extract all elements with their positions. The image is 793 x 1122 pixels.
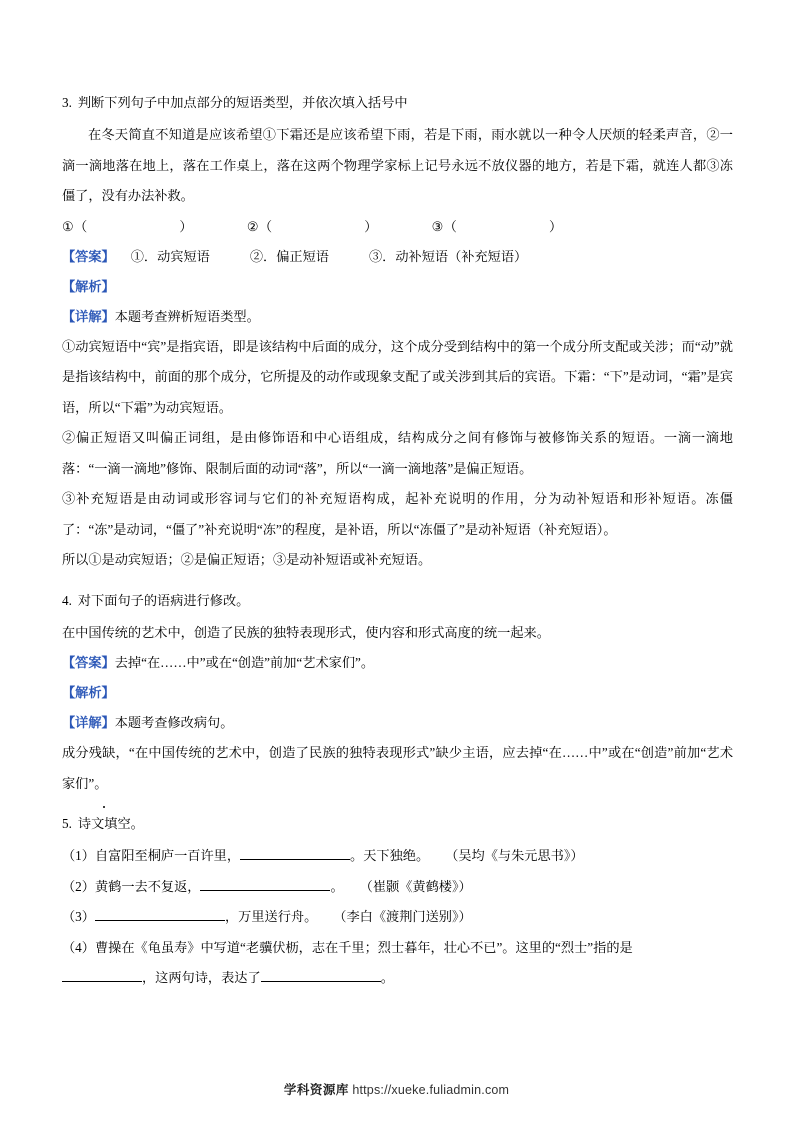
question-4-prompt — [62, 586, 733, 616]
item-after: 。 — [330, 878, 344, 894]
question-3-conclusion: 所以①是动宾短语；②是偏正短语；③是动补短语或补充短语。 — [62, 552, 432, 567]
answer-label: 【答案】 — [62, 248, 115, 264]
question-5-item-1 — [62, 841, 733, 872]
question-4-answer — [62, 648, 733, 678]
question-3-prompt-text: 判断下列句子中加点部分的短语类型，并依次填入括号中 — [77, 95, 408, 110]
blank-mark-2-open: ②（ — [246, 218, 273, 234]
question-4 — [62, 586, 733, 800]
answer-item-1: ①．动宾短语 — [130, 248, 210, 264]
fill-blank[interactable] — [95, 907, 225, 921]
question-5-item-4-line2 — [62, 963, 733, 994]
question-3-explain-2: ②偏正短语又叫偏正词组，是由修饰语和中心语组成，结构成分之间有修饰与被修饰关系的短语。一滴一滴地落：“一滴一滴地”修饰、限制后面的动词“落”，所以“一滴一滴地落”是偏正短语。 — [62, 430, 733, 476]
fill-blank[interactable] — [240, 846, 350, 860]
item-after-a: ，这两句诗，表达了 — [142, 970, 261, 985]
item-after: ，万里送行舟。 — [224, 909, 318, 924]
fill-blank[interactable] — [200, 877, 330, 891]
item-marker: （1） — [62, 848, 95, 863]
question-3-analysis-label-row — [62, 272, 733, 302]
question-4-analysis-label-row — [62, 678, 733, 708]
question-4-detail-row — [62, 708, 733, 738]
item-after: 。天下独绝。 — [350, 848, 430, 863]
question-4-sentence: 在中国传统的艺术中，创造了民族的独特表现形式，使内容和形式高度的统一起来。 — [62, 624, 550, 640]
analysis-label: 【解析】 — [62, 278, 115, 294]
question-5 — [62, 809, 733, 994]
question-5-prompt-suffix: 。 — [130, 816, 144, 831]
item-before: 自富阳至桐庐一百许里， — [94, 848, 241, 863]
question-3-answer — [62, 242, 733, 272]
footer-watermark — [0, 1080, 793, 1098]
item-marker: （4） — [62, 939, 95, 955]
item-marker: （3） — [62, 909, 95, 924]
question-5-item-4 — [62, 933, 733, 964]
blank-mark-1-close: ） — [179, 218, 193, 234]
blank-mark-2-close: ） — [364, 218, 378, 234]
question-3-explain-1: ①动宾短语中“宾”是指宾语，即是该结构中后面的成分，这个成分受到结构中的第一个成分所支配或关涉；而“动”就是指该结构中，前面的那个成分，它所提及的动作或现象支配了或关涉到其后的宾语。下霜：“下”是动词，“霜”是宾语，所以“下霜”为动宾短语。 — [62, 338, 733, 415]
question-5-item-3 — [62, 902, 733, 933]
question-4-number: 4. — [62, 592, 72, 608]
question-5-prompt-text: 诗文填空 — [78, 809, 131, 839]
item-after-b: 。 — [380, 970, 394, 985]
detail-label: 【详解】 — [62, 308, 115, 324]
analysis-label: 【解析】 — [62, 685, 115, 700]
question-3 — [62, 88, 733, 576]
answer-item-2: ②．偏正短语 — [249, 248, 329, 264]
question-3-passage: 在冬天简直不知道是应该希望①下霜还是应该希望下雨，若是下雨，雨水就以一种令人厌烦的轻柔声音，②一滴一滴地落在地上，落在工作桌上，落在这两个物理学家标上记号永远不放仪器的地方，若是下霜，就连人都③冻僵了，没有办法补救。 — [62, 127, 733, 203]
item-before: 黄鹤一去不复返， — [94, 878, 201, 894]
question-3-prompt — [62, 88, 733, 118]
item-source: （李白《渡荆门送别》） — [333, 909, 472, 924]
site-logo: 学科资源库 — [283, 1083, 349, 1097]
question-5-prompt — [62, 809, 733, 839]
answer-item-3: ③．动补短语（补充短语） — [369, 248, 528, 264]
item-before: 曹操在《龟虽寿》中写道“老骥伏枥，志在千里；烈士暮年，壮心不已”。这里的“烈士”指的是 — [94, 939, 633, 955]
fill-blank[interactable] — [62, 968, 142, 982]
blank-mark-1-open: ①（ — [62, 218, 88, 234]
question-5-number: 5. — [62, 816, 72, 831]
answer-text: 去掉“在……中”或在“创造”前加“艺术家们”。 — [114, 655, 375, 670]
question-3-blank-row — [62, 212, 733, 242]
blank-mark-3-close: ） — [549, 218, 563, 234]
question-3-number: 3. — [62, 95, 72, 110]
detail-text: 本题考查修改病句。 — [114, 715, 234, 730]
question-3-explain-3: ③补充短语是由动词或形容词与它们的补充短语构成，起补充说明的作用，分为动补短语和形补短语。冻僵了：“冻”是动词，“僵了”补充说明“冻”的程度，是补语，所以“冻僵了”是动补短语（补充短语）。 — [62, 491, 733, 537]
item-source: （吴均《与朱元思书》） — [445, 848, 584, 863]
detail-text: 本题考查辨析短语类型。 — [114, 308, 260, 324]
question-4-prompt-text: 对下面句子的语病进行修改。 — [77, 592, 250, 608]
question-4-explain: 成分残缺，“在中国传统的艺术中，创造了民族的独特表现形式”缺少主语，应去掉“在……中”或在“创造”前加“艺术家们”。 — [62, 745, 733, 791]
question-5-item-2 — [62, 872, 733, 903]
fill-blank[interactable] — [261, 968, 381, 982]
blank-mark-3-open: ③（ — [431, 218, 458, 234]
item-source: （崔颢《黄鹤楼》） — [359, 878, 472, 894]
site-url: https://xueke.fuliadmin.com — [352, 1083, 510, 1097]
item-marker: （2） — [62, 878, 95, 894]
answer-label: 【答案】 — [62, 655, 115, 670]
question-3-detail-row — [62, 302, 733, 332]
detail-label: 【详解】 — [62, 715, 115, 730]
